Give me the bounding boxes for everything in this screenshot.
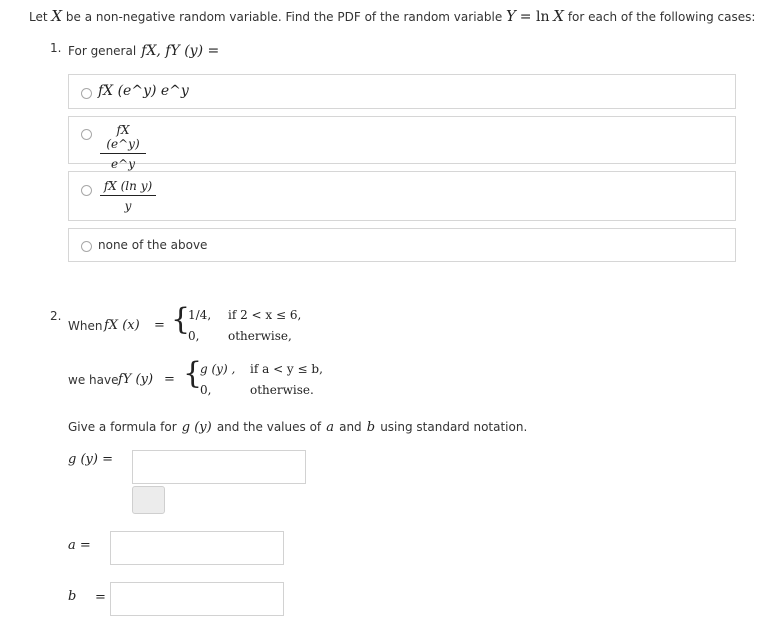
when-case1-value: 1/4, [188,308,212,322]
intro-text-a: Let [29,10,48,24]
problem-intro [29,7,755,26]
equation-editor-button[interactable] [132,486,165,514]
option-3-fraction [100,179,156,213]
have-case1-value: g (y) , [200,362,236,376]
part1-number: 1. [50,41,62,55]
part2-number: 2. [50,309,62,323]
b-eq: = [95,590,106,605]
intro-text-c: for each of the following cases: [567,10,756,24]
instruction-a-var: a [326,420,334,435]
option-2-numerator: fX (e^y) [106,123,140,151]
option-1-box[interactable] [68,74,736,109]
option-4-radio[interactable] [81,241,92,252]
intro-var-y: Y [506,7,516,25]
part1-prompt-math: fX, fY (y) = [141,43,220,59]
have-math: fY (y) [118,372,154,387]
option-1-math: fX (e^y) e^y [98,83,189,99]
have-case1-cond: if a < y ≤ b, [250,362,323,376]
part2-instruction [68,416,527,435]
option-3-fraction-bar [100,195,156,196]
a-label: a = [68,538,91,553]
option-2-fraction [100,123,146,171]
g-input[interactable] [132,450,306,484]
g-label: g (y) = [68,452,113,467]
instruction-and: and [339,420,362,434]
when-case2-value: 0, [188,329,200,343]
intro-eq: = ln [519,9,550,25]
option-4-box[interactable] [68,228,736,262]
option-2-denominator: e^y [111,157,135,171]
when-math: fX (x) [104,318,140,333]
intro-var-x2: X [553,7,564,25]
b-input[interactable] [110,582,284,616]
option-1-radio[interactable] [81,88,92,99]
option-3-numerator: fX (ln y) [103,179,153,193]
instruction-text-b: and the values of [216,420,322,434]
option-3-radio[interactable] [81,185,92,196]
option-2-box[interactable] [68,116,736,171]
option-2-fraction-bar [100,153,146,154]
when-case2-cond: otherwise, [228,329,292,343]
have-case2-cond: otherwise. [250,383,314,397]
instruction-g: g (y) [181,420,212,435]
part1-prompt-text: For general [68,44,137,58]
when-eq: = [154,318,165,333]
when-text: When [68,319,103,333]
have-case2-value: 0, [200,383,212,397]
have-brace: { [183,356,203,391]
have-text: we have [68,373,119,387]
option-2-radio[interactable] [81,129,92,140]
part1-prompt [68,40,219,59]
option-3-denominator: y [124,199,132,213]
when-case1-cond: if 2 < x ≤ 6, [228,308,302,322]
when-brace: { [171,302,191,337]
b-label: b [68,589,77,604]
intro-text-b: be a non-negative random variable. Find the PDF of the random variable [65,10,503,24]
instruction-text-a: Give a formula for [68,420,177,434]
a-input[interactable] [110,531,284,565]
intro-var-x: X [51,7,63,25]
instruction-b-var: b [366,420,376,435]
option-4-label: none of the above [98,238,208,252]
instruction-text-c: using standard notation. [380,420,528,434]
option-3-box[interactable] [68,171,736,221]
have-eq: = [164,372,175,387]
